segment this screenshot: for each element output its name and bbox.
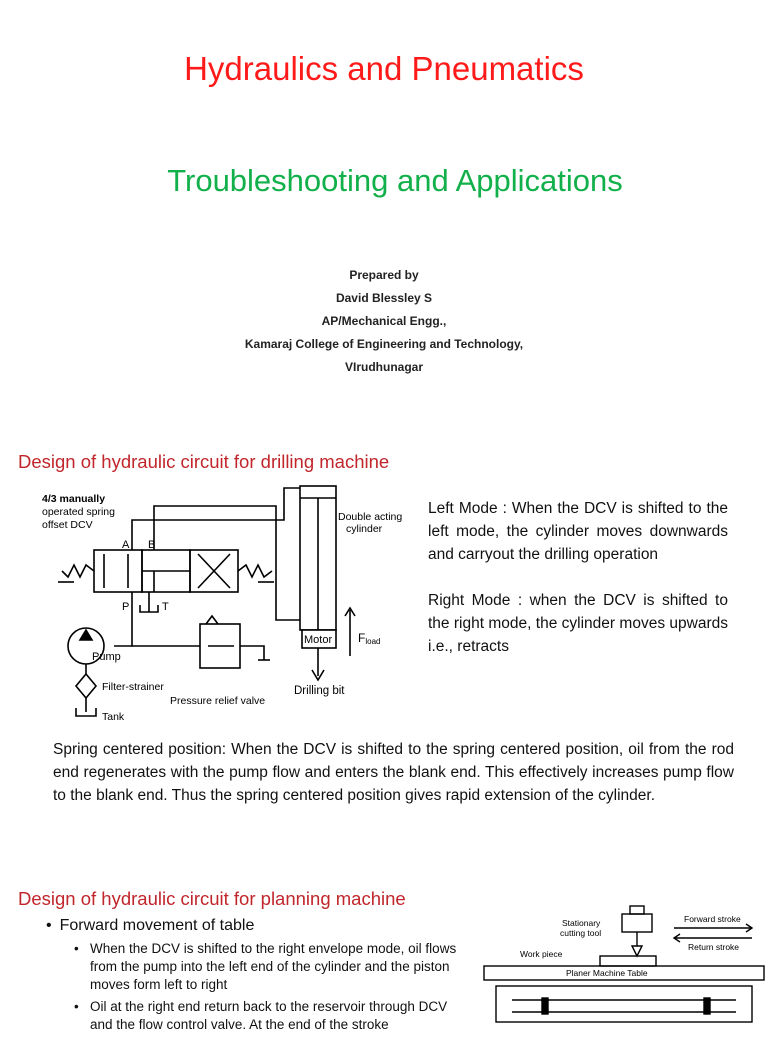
motor-label: Motor (304, 634, 333, 646)
drilling-bit-label: Drilling bit (294, 685, 345, 697)
return-stroke-label: Return stroke (688, 942, 740, 952)
credit-line: VIrudhunagar (344, 360, 423, 374)
page-title: Hydraulics and Pneumatics (184, 50, 584, 87)
table-label: Planer Machine Table (566, 968, 648, 978)
credit-line: David Blessley S (335, 291, 433, 305)
tool-label: Stationary (562, 918, 601, 928)
sub-bullet: • Oil at the right end return back to the reservoir through DCV and the flow control valve. At the end of the stroke (74, 998, 468, 1034)
credit-line: Kamaraj College of Engineering and Technology, (244, 337, 524, 351)
planning-machine-diagram (482, 904, 766, 1024)
mode-descriptions (428, 497, 728, 681)
forward-stroke-label: Forward stroke (684, 914, 741, 924)
bullet-forward-movement: • Forward movement of table (46, 917, 254, 935)
port-a-label: A (122, 539, 130, 551)
port-b-label: B (148, 539, 156, 551)
pump-label: Pump (92, 651, 121, 663)
workpiece-label: Work piece (520, 949, 563, 959)
port-p-label: P (122, 601, 130, 613)
dcv-label: offset DCV (42, 519, 93, 531)
credit-line: Prepared by (349, 268, 419, 282)
drilling-section-title: Design of hydraulic circuit for drilling machine (18, 451, 390, 472)
relief-label: Pressure relief valve (170, 695, 266, 707)
credit-line: AP/Mechanical Engg., (321, 314, 447, 328)
page-subtitle: Troubleshooting and Applications (167, 163, 623, 198)
filter-label: Filter-strainer (102, 681, 164, 693)
cylinder-label: cylinder (346, 523, 383, 535)
credits-block (0, 264, 768, 379)
right-mode-text: Right Mode : when the DCV is shifted to the right mode, the cylinder moves upwards i.e., retracts (428, 592, 728, 655)
cylinder-label: Double acting (338, 511, 403, 523)
planning-section-title: Design of hydraulic circuit for planning machine (18, 888, 406, 909)
fload-label: Fload (358, 631, 381, 646)
sub-bullet: • When the DCV is shifted to the right envelope mode, oil flows from the pump into the left end of the cylinder and the piston moves form left to right (74, 940, 468, 994)
left-mode-text: Left Mode : When the DCV is shifted to the left mode, the cylinder moves downwards and carryout the drilling operation (428, 500, 728, 563)
dcv-label: operated spring (42, 506, 115, 518)
drilling-circuit-diagram (36, 480, 421, 728)
spring-centered-text: Spring centered position: When the DCV is shifted to the spring centered position, oil from the rod end regenerates with the pump flow and enters the blank end. This effectively increases pump flow to the blank end. Thus the spring centered position gives rapid extension of the cylinder. (53, 741, 734, 804)
tank-label: Tank (102, 711, 125, 723)
port-t-label: T (162, 601, 169, 613)
dcv-label: 4/3 manually (42, 493, 106, 505)
tool-label: cutting tool (560, 928, 602, 938)
planning-sub-bullets (74, 940, 468, 1038)
